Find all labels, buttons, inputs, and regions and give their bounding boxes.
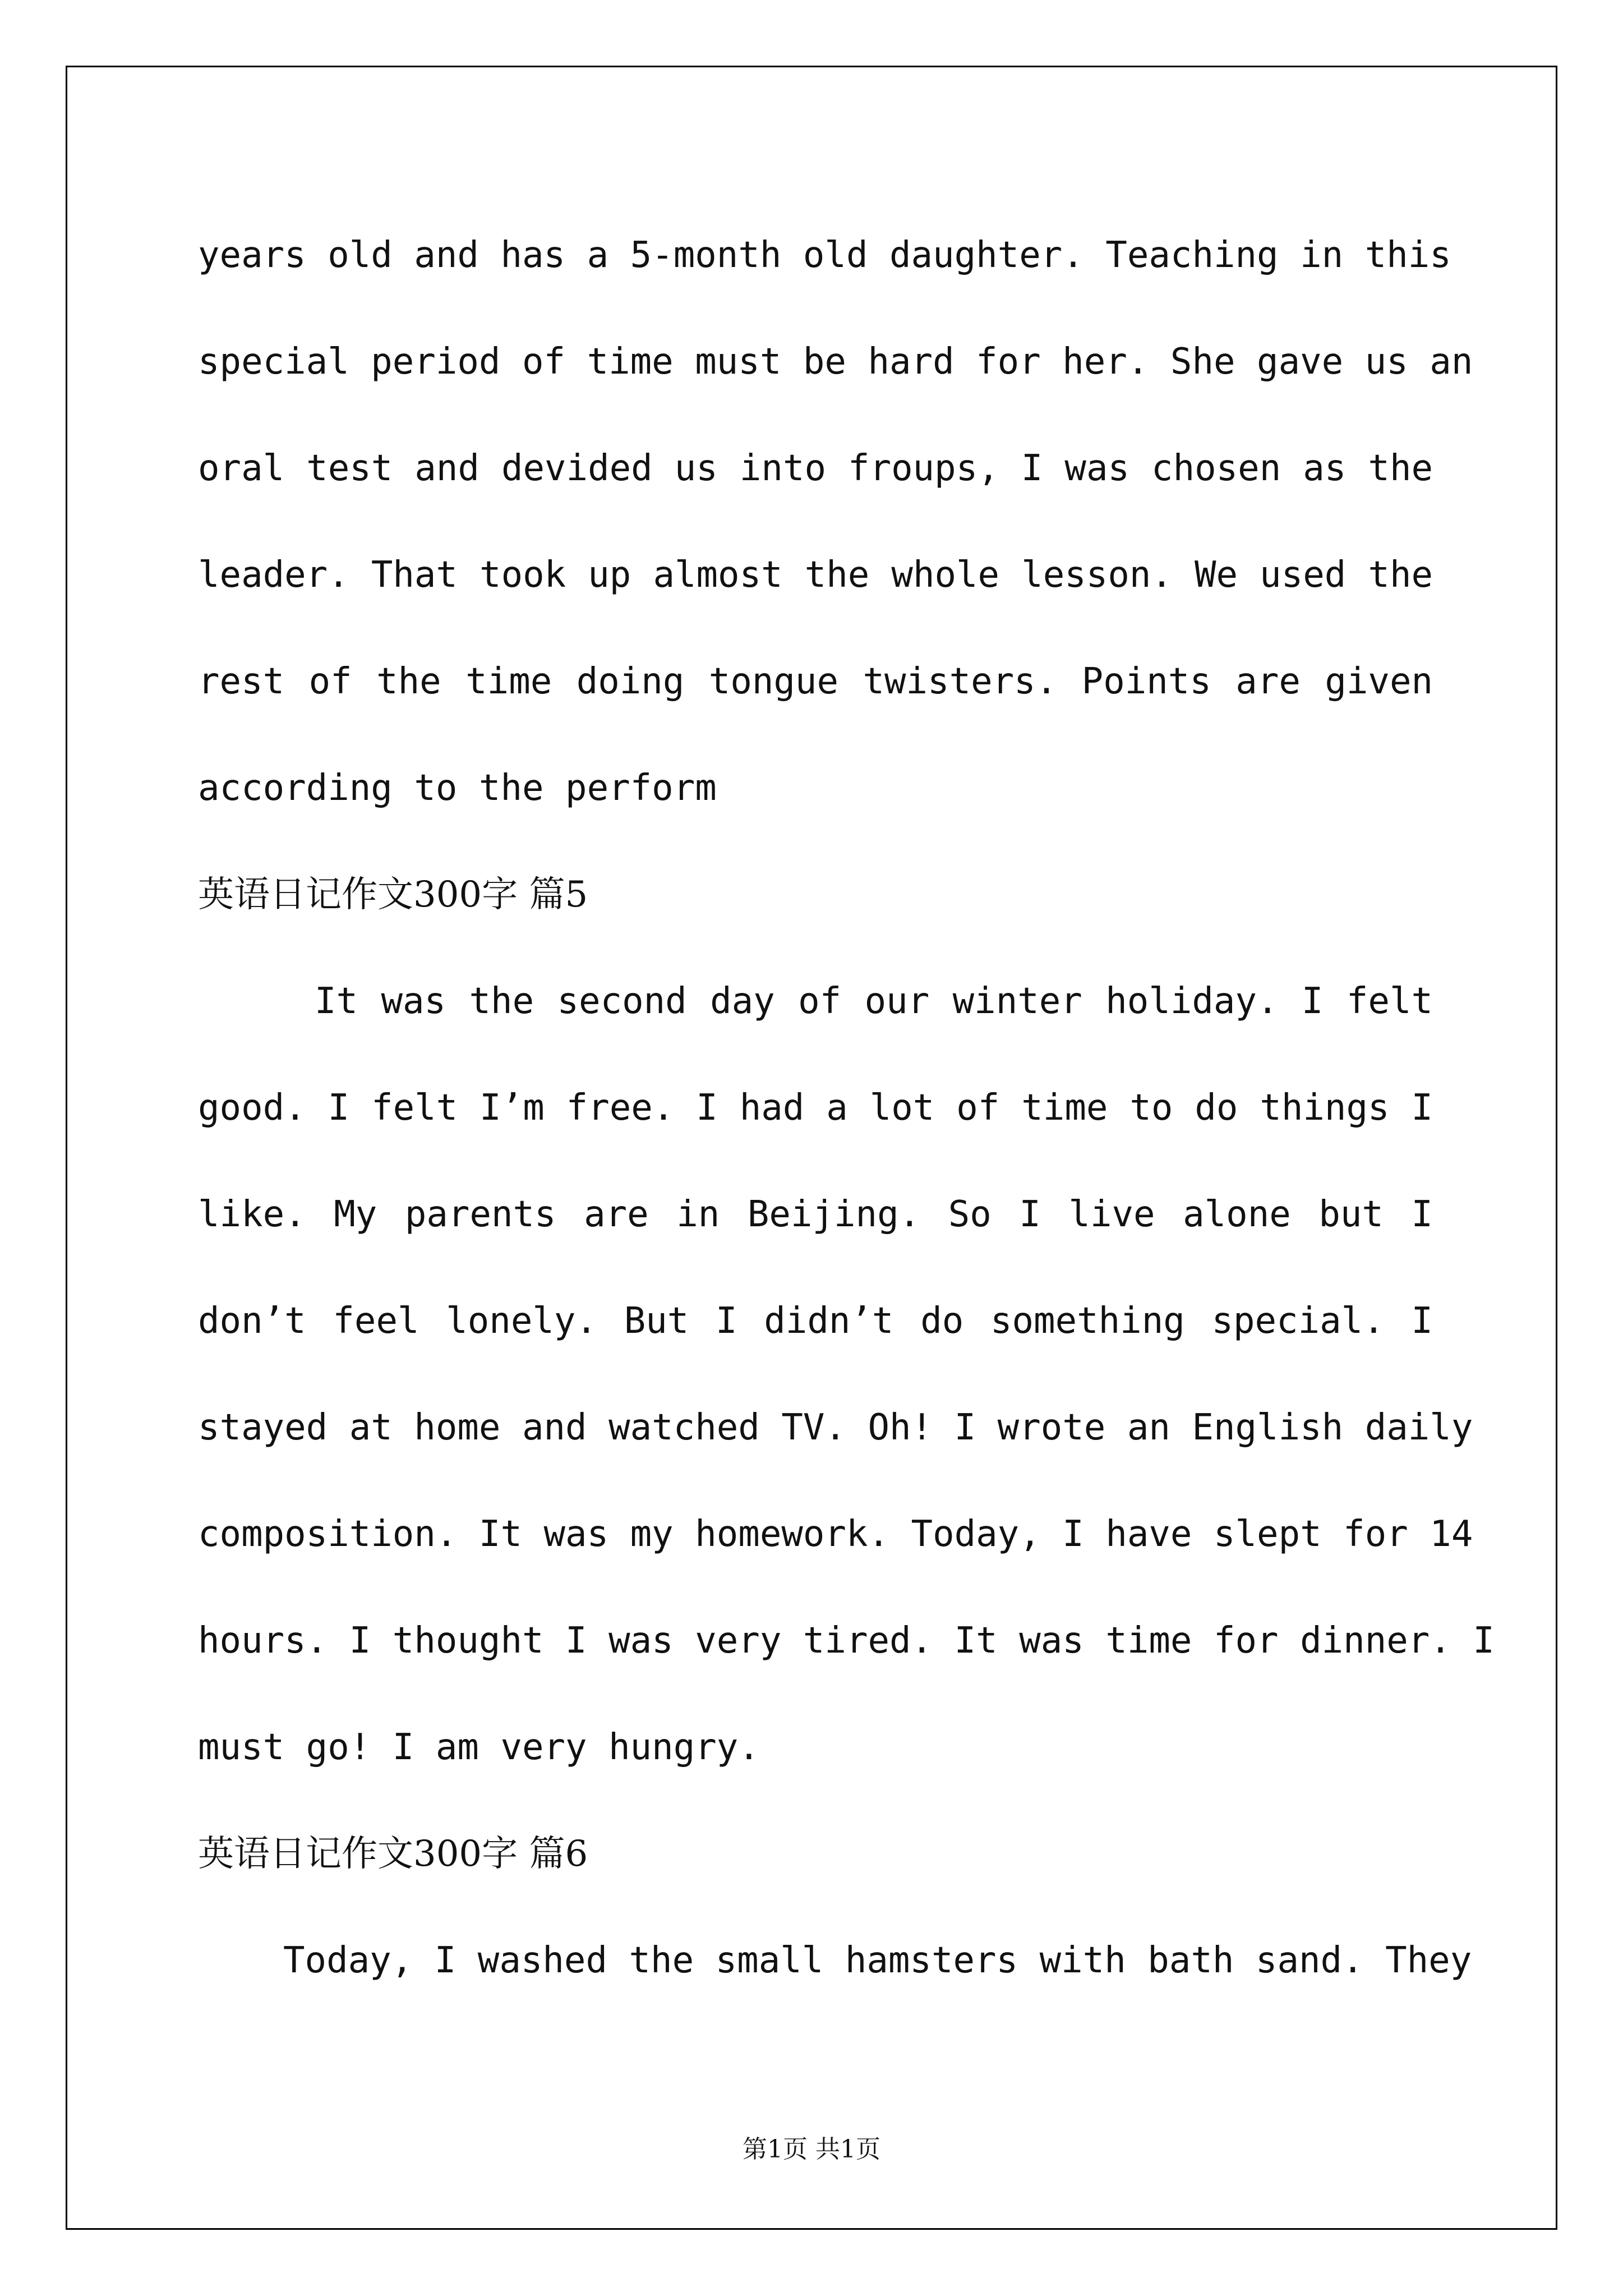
text-line: composition. It was my homework. Today, I have slept for 14	[198, 1513, 1473, 1555]
text-line: don’t feel lonely. But I didn’t do something special. I	[198, 1300, 1433, 1342]
page-footer: 第1页 共1页	[743, 2135, 880, 2164]
text-line: Today, I washed the small hamsters with bath sand. They	[283, 1940, 1472, 1981]
text-line: stayed at home and watched TV. Oh! I wrote an English daily	[198, 1407, 1473, 1448]
text-line: special period of time must be hard for her. She gave us an	[198, 341, 1473, 383]
paragraph-previous	[198, 213, 1473, 853]
section-heading-5: 英语日记作文300字 篇5	[198, 874, 588, 915]
paragraph-section-5	[198, 959, 1495, 1812]
document-body	[198, 213, 1495, 2025]
text-line: according to the perform	[198, 767, 717, 809]
paragraph-section-6	[198, 1918, 1472, 2025]
text-line: hours. I thought I was very tired. It was time for dinner. I	[198, 1620, 1495, 1662]
text-line: It was the second day of our winter holiday. I felt	[315, 981, 1433, 1022]
text-line: must go! I am very hungry.	[198, 1727, 760, 1768]
text-line: rest of the time doing tongue twisters. Points are given	[198, 661, 1433, 702]
section-heading-6: 英语日记作文300字 篇6	[198, 1833, 588, 1875]
text-line: oral test and devided us into froups, I was chosen as the	[198, 448, 1433, 489]
text-line: years old and has a 5-month old daughter. Teaching in this	[198, 234, 1451, 276]
text-line: good. I felt I’m free. I had a lot of time to do things I	[198, 1087, 1433, 1129]
text-line: leader. That took up almost the whole lesson. We used the	[198, 554, 1433, 596]
text-line: like. My parents are in Beijing. So I live alone but I	[198, 1194, 1433, 1235]
